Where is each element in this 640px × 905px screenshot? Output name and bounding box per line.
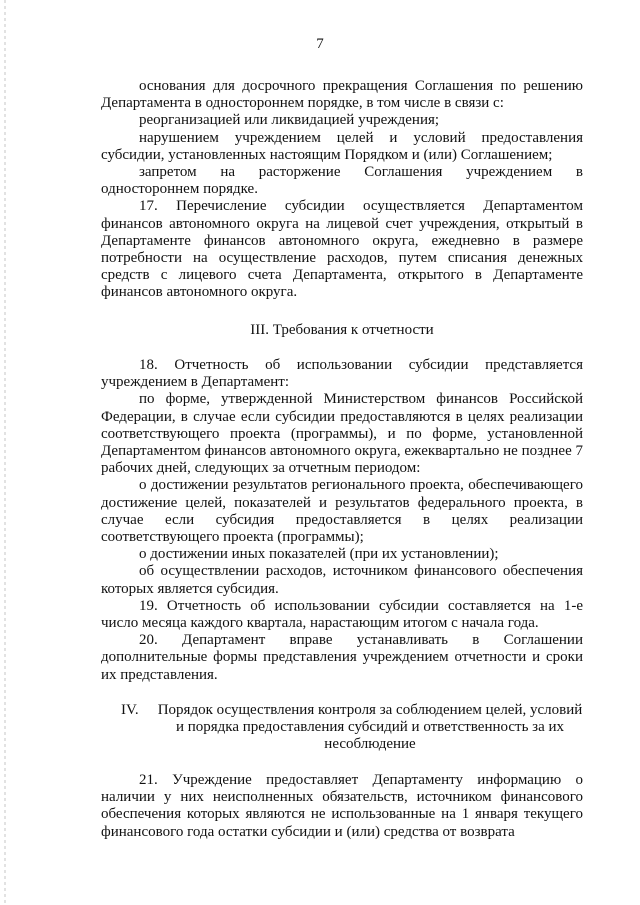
continuation-block xyxy=(101,78,583,302)
paragraph-21: 21. Учреждение предоставляет Департаменту информацию о наличии у них неисполненных обязательств, источником финансового обеспечения которых являются не использованные на 1 января текущего финансового года остатки субсидии и (или) средства от возврата xyxy=(101,772,583,840)
paragraph-19: 19. Отчетность об использовании субсидии составляется на 1-е число месяца каждого квартала, нарастающим итогом с начала года. xyxy=(101,597,583,632)
section-number: IV. xyxy=(121,702,139,718)
section-heading-text: Порядок осуществления контроля за соблюдением целей, условий и порядка предоставления субсидий и ответственность за их несоблюдение xyxy=(157,702,583,753)
paragraph-17: 17. Перечисление субсидии осуществляется Департаментом финансов автономного округа на лицевой счет учреждения, открытый в Департаменте финансов автономного округа, ежедневно в размере потребности на осуществление расходов, путем списания денежных средств с лицевого счета Департамента, открытого в Департаменте финансов автономного округа. xyxy=(101,198,583,301)
section-heading xyxy=(101,702,583,754)
scan-edge-artifact xyxy=(4,0,6,905)
paragraph-18: 18. Отчетность об использовании субсидии представляется учреждением в Департамент: xyxy=(101,357,583,391)
section-3-body xyxy=(101,357,583,684)
paragraph-20: 20. Департамент вправе устанавливать в Соглашении дополнительные формы представления учреждением отчетности и сроки их представления. xyxy=(101,632,583,683)
paragraph-18-form: по форме, утвержденной Министерством финансов Российской Федерации, в случае если субсидии предоставляются в целях реализации соответствующего проекта (программы), и по форме, установленной Департаментом финансов автономного округа, ежеквартально не позднее 7 рабочих дней, следующих за отчетным периодом: xyxy=(101,391,583,477)
section-3 xyxy=(101,322,583,339)
section-4-body xyxy=(101,772,583,841)
page-number: 7 xyxy=(316,36,324,52)
list-item: нарушением учреждением целей и условий предоставления субсидии, установленных настоящим Порядком и (или) Соглашением; xyxy=(101,129,583,163)
list-item: об осуществлении расходов, источником финансового обеспечения которых является субсидия. xyxy=(101,563,583,597)
section-4 xyxy=(101,702,583,754)
paragraph-intro: основания для досрочного прекращения Соглашения по решению Департамента в одностороннем порядке, в том числе в связи с: xyxy=(101,78,583,112)
list-item: реорганизацией или ликвидацией учреждения; xyxy=(139,112,440,129)
list-item: запретом на расторжение Соглашения учреждением в одностороннем порядке. xyxy=(101,164,583,198)
list-item: о достижении иных показателей (при их установлении); xyxy=(139,546,499,563)
list-item: о достижении результатов регионального проекта, обеспечивающего достижение целей, показателей и результатов федерального проекта, в случае если субсидия предоставляется в целях реализации соответствующего проекта (программы); xyxy=(101,477,583,546)
section-heading: III. Требования к отчетности xyxy=(250,322,434,338)
